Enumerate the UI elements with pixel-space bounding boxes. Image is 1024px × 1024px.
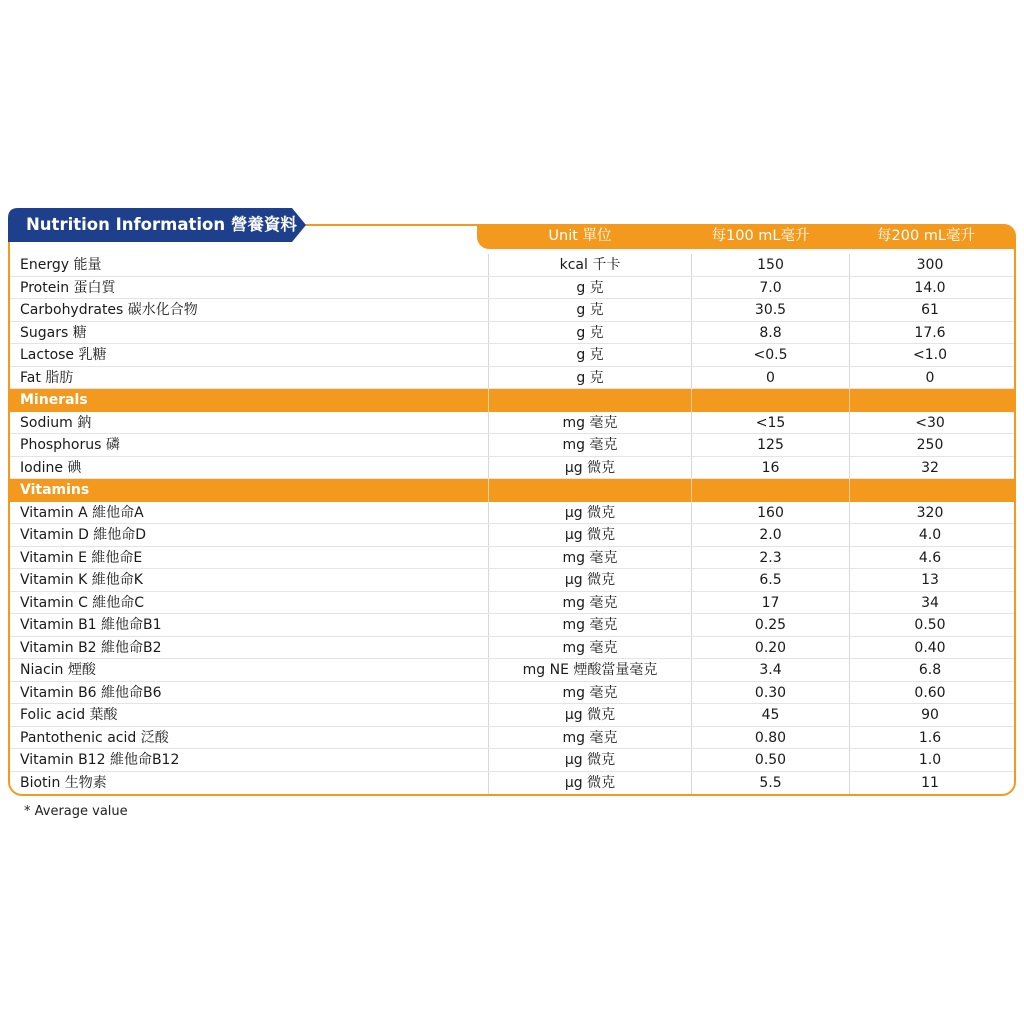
value-per-100ml: 160 xyxy=(757,504,784,521)
value-per-200ml: 1.6 xyxy=(918,729,942,746)
nutrient-unit: mg 毫克 xyxy=(562,437,618,453)
column-divider xyxy=(488,344,489,366)
value-per-200ml: 90 xyxy=(921,707,939,723)
nutrient-name: Vitamin B12 維他命B12 xyxy=(20,752,180,768)
nutrient-name: Carbohydrates 碳水化合物 xyxy=(20,302,198,318)
value-per-100ml: 8.8 xyxy=(759,324,782,341)
nutrient-unit: μg 微克 xyxy=(564,774,616,791)
value-per-100ml: 2.0 xyxy=(759,527,782,543)
column-divider xyxy=(691,727,692,749)
column-divider xyxy=(488,637,489,659)
column-divider xyxy=(849,749,850,771)
value-per-200ml: 32 xyxy=(921,459,939,476)
column-divider xyxy=(849,434,850,456)
nutrient-unit: g 克 xyxy=(576,347,604,363)
value-per-200ml: 6.8 xyxy=(918,662,942,678)
column-divider xyxy=(849,614,850,636)
column-divider xyxy=(691,479,692,502)
column-divider xyxy=(691,547,692,569)
value-per-100ml: 16 xyxy=(761,459,780,476)
column-divider xyxy=(488,479,489,502)
nutrient-name: Protein 蛋白質 xyxy=(20,279,116,296)
value-per-100ml: 0.25 xyxy=(754,617,787,633)
column-divider xyxy=(691,592,692,614)
nutrient-unit: μg 微克 xyxy=(564,504,616,521)
nutrient-row xyxy=(10,569,1014,592)
column-divider xyxy=(849,772,850,795)
value-per-200ml: 61 xyxy=(921,302,939,318)
column-divider xyxy=(691,299,692,321)
column-divider xyxy=(691,457,692,479)
column-divider xyxy=(849,479,850,502)
column-divider xyxy=(849,637,850,659)
nutrient-row xyxy=(10,614,1014,637)
column-divider xyxy=(849,277,850,299)
nutrient-name: Vitamin D 維他命D xyxy=(20,527,147,543)
nutrient-name: Folic acid 葉酸 xyxy=(20,707,118,723)
column-divider xyxy=(691,524,692,546)
nutrient-name: Biotin 生物素 xyxy=(20,774,107,791)
nutrient-name: Niacin 煙酸 xyxy=(20,662,96,678)
column-divider xyxy=(488,502,489,524)
column-divider xyxy=(849,299,850,321)
column-divider xyxy=(488,569,489,591)
column-divider xyxy=(849,547,850,569)
value-per-200ml: 4.0 xyxy=(918,527,942,543)
nutrient-row xyxy=(10,412,1014,435)
nutrient-row xyxy=(10,682,1014,705)
value-per-100ml: 2.3 xyxy=(759,549,782,566)
nutrient-name: Vitamin K 維他命K xyxy=(20,572,143,588)
column-divider xyxy=(849,727,850,749)
nutrient-row xyxy=(10,637,1014,660)
value-per-100ml: 0.20 xyxy=(754,639,787,656)
nutrient-name: Vitamin A 維他命A xyxy=(20,504,144,521)
nutrient-row xyxy=(10,367,1014,390)
nutrient-name: Vitamin B6 維他命B6 xyxy=(20,684,162,701)
footnote: * Average value xyxy=(24,804,128,819)
value-per-200ml: 0.60 xyxy=(914,684,946,701)
column-divider xyxy=(691,659,692,681)
column-divider xyxy=(488,277,489,299)
column-divider xyxy=(849,344,850,366)
nutrition-rows xyxy=(10,254,1014,794)
nutrient-name: Sodium 鈉 xyxy=(20,414,92,431)
value-per-100ml: 0.50 xyxy=(754,752,787,768)
nutrient-row xyxy=(10,322,1014,345)
table-title: Nutrition Information 營養資料 xyxy=(26,215,297,234)
section-title: Vitamins xyxy=(20,482,90,498)
nutrient-row xyxy=(10,344,1014,367)
value-per-100ml: <0.5 xyxy=(753,347,788,363)
nutrient-name: Vitamin C 維他命C xyxy=(20,594,145,611)
column-divider xyxy=(691,254,692,276)
value-per-200ml: 300 xyxy=(916,257,944,273)
column-divider xyxy=(849,682,850,704)
section-header-row xyxy=(10,479,1014,502)
column-divider xyxy=(488,592,489,614)
value-per-100ml: 125 xyxy=(757,437,784,453)
column-divider xyxy=(488,389,489,412)
column-divider xyxy=(691,749,692,771)
value-per-100ml: 30.5 xyxy=(754,302,787,318)
nutrient-unit: μg 微克 xyxy=(564,459,616,476)
column-divider xyxy=(691,322,692,344)
column-divider xyxy=(488,457,489,479)
value-per-100ml: 0.30 xyxy=(754,684,787,701)
column-divider xyxy=(488,704,489,726)
column-divider xyxy=(691,772,692,795)
value-per-100ml: 3.4 xyxy=(759,662,782,678)
value-per-100ml: 45 xyxy=(761,707,780,723)
nutrient-unit: mg 毫克 xyxy=(562,594,618,611)
column-divider xyxy=(488,682,489,704)
value-per-200ml: 250 xyxy=(916,437,944,453)
value-per-200ml: 4.6 xyxy=(918,549,942,566)
nutrient-unit: g 克 xyxy=(576,324,604,341)
column-divider xyxy=(488,772,489,795)
column-divider xyxy=(488,547,489,569)
nutrient-row xyxy=(10,502,1014,525)
nutrient-row xyxy=(10,592,1014,615)
column-divider xyxy=(691,434,692,456)
column-divider xyxy=(849,389,850,412)
value-per-200ml: 13 xyxy=(921,572,939,588)
nutrient-row xyxy=(10,704,1014,727)
column-divider xyxy=(488,524,489,546)
column-divider xyxy=(691,367,692,389)
value-per-200ml: <1.0 xyxy=(913,347,947,363)
column-divider xyxy=(849,704,850,726)
nutrient-name: Vitamin B1 維他命B1 xyxy=(20,617,162,633)
value-per-200ml: 14.0 xyxy=(914,279,946,296)
nutrient-unit: mg 毫克 xyxy=(562,729,618,746)
section-header-row xyxy=(10,389,1014,412)
column-divider xyxy=(488,254,489,276)
value-per-200ml: 320 xyxy=(916,504,944,521)
column-divider xyxy=(691,569,692,591)
nutrient-name: Iodine 碘 xyxy=(20,459,82,476)
nutrient-unit: μg 微克 xyxy=(564,572,616,588)
value-per-100ml: 6.5 xyxy=(759,572,782,588)
value-per-100ml: 150 xyxy=(757,257,784,273)
nutrient-row xyxy=(10,547,1014,570)
column-divider xyxy=(849,569,850,591)
column-divider xyxy=(691,682,692,704)
header-per-100ml: 每100 mL毫升 xyxy=(711,228,810,244)
nutrient-name: Sugars 糖 xyxy=(20,324,87,341)
nutrient-name: Energy 能量 xyxy=(20,257,102,273)
value-per-200ml: 11 xyxy=(921,774,939,791)
column-divider xyxy=(849,524,850,546)
column-divider xyxy=(488,434,489,456)
column-divider xyxy=(691,502,692,524)
nutrient-unit: mg 毫克 xyxy=(562,639,618,656)
nutrient-row xyxy=(10,727,1014,750)
section-title: Minerals xyxy=(20,392,88,408)
column-divider xyxy=(488,749,489,771)
nutrient-unit: μg 微克 xyxy=(564,752,616,768)
nutrient-unit: mg 毫克 xyxy=(562,684,618,701)
column-divider xyxy=(691,412,692,434)
header-unit: Unit 單位 xyxy=(548,228,612,244)
nutrient-name: Vitamin B2 維他命B2 xyxy=(20,639,162,656)
nutrient-unit: μg 微克 xyxy=(564,527,616,543)
column-divider xyxy=(849,592,850,614)
column-header-bar xyxy=(477,224,1016,249)
nutrient-unit: mg 毫克 xyxy=(562,617,618,633)
nutrient-unit: mg 毫克 xyxy=(562,414,618,431)
column-divider xyxy=(849,502,850,524)
column-divider xyxy=(849,412,850,434)
column-divider xyxy=(488,727,489,749)
column-divider xyxy=(488,299,489,321)
nutrient-row xyxy=(10,457,1014,480)
column-divider xyxy=(691,277,692,299)
value-per-100ml: 0.80 xyxy=(754,729,787,746)
value-per-100ml: <15 xyxy=(755,414,786,431)
value-per-100ml: 5.5 xyxy=(759,774,782,791)
nutrient-row xyxy=(10,749,1014,772)
value-per-100ml: 7.0 xyxy=(759,279,782,296)
nutrient-unit: kcal 千卡 xyxy=(559,257,621,273)
nutrient-row xyxy=(10,277,1014,300)
column-divider xyxy=(849,457,850,479)
column-divider xyxy=(691,389,692,412)
value-per-200ml: 0.40 xyxy=(914,639,946,656)
column-divider xyxy=(488,412,489,434)
column-divider xyxy=(849,254,850,276)
value-per-200ml: 0.50 xyxy=(914,617,946,633)
nutrient-unit: mg 毫克 xyxy=(562,549,618,566)
value-per-200ml: 17.6 xyxy=(914,324,946,341)
nutrient-unit: g 克 xyxy=(576,302,604,318)
column-divider xyxy=(849,322,850,344)
column-divider xyxy=(691,344,692,366)
nutrient-row xyxy=(10,524,1014,547)
nutrient-row xyxy=(10,299,1014,322)
column-divider xyxy=(691,637,692,659)
nutrient-row xyxy=(10,254,1014,277)
value-per-200ml: 0 xyxy=(925,369,935,386)
nutrient-row xyxy=(10,434,1014,457)
column-divider xyxy=(488,322,489,344)
value-per-100ml: 17 xyxy=(761,594,780,611)
nutrient-unit: mg NE 煙酸當量毫克 xyxy=(522,662,658,678)
column-divider xyxy=(849,367,850,389)
nutrient-name: Fat 脂肪 xyxy=(20,369,74,386)
column-divider xyxy=(488,659,489,681)
column-divider xyxy=(691,614,692,636)
value-per-200ml: 1.0 xyxy=(918,752,942,768)
column-divider xyxy=(691,704,692,726)
nutrient-name: Pantothenic acid 泛酸 xyxy=(20,729,169,746)
nutrient-row xyxy=(10,772,1014,795)
value-per-100ml: 0 xyxy=(766,369,775,386)
nutrient-unit: g 克 xyxy=(576,369,604,386)
nutrient-unit: μg 微克 xyxy=(564,707,616,723)
title-banner xyxy=(8,208,306,242)
nutrient-unit: g 克 xyxy=(576,279,604,296)
header-per-200ml: 每200 mL毫升 xyxy=(877,228,975,244)
value-per-200ml: 34 xyxy=(921,594,939,611)
nutrient-row xyxy=(10,659,1014,682)
nutrient-name: Vitamin E 維他命E xyxy=(20,549,143,566)
value-per-200ml: <30 xyxy=(915,414,945,431)
column-divider xyxy=(488,614,489,636)
nutrient-name: Lactose 乳糖 xyxy=(20,347,107,363)
column-divider xyxy=(849,659,850,681)
column-divider xyxy=(488,367,489,389)
nutrient-name: Phosphorus 磷 xyxy=(20,437,120,453)
